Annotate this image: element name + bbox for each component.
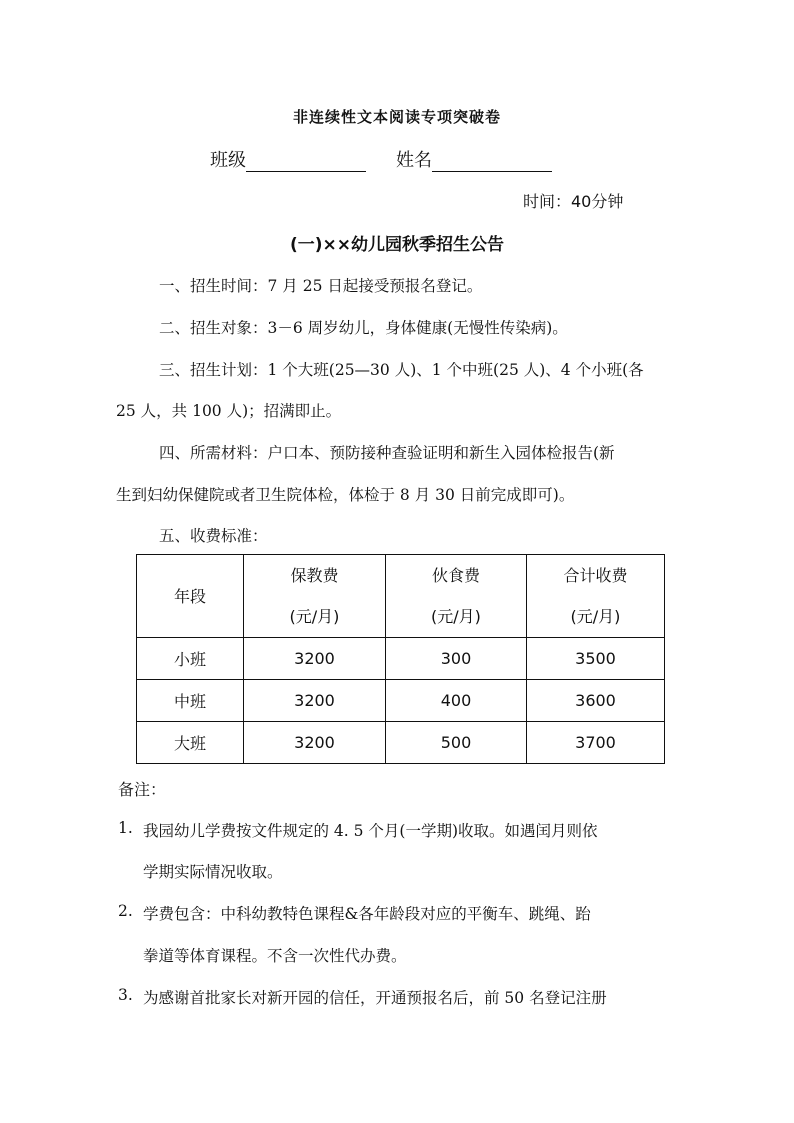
meals-cell: 400 xyxy=(386,680,527,722)
student-info-fields xyxy=(210,146,582,172)
tuition-cell: 3200 xyxy=(244,680,386,722)
note-1-text: 我园幼儿学费按文件规定的 4. 5 个月(一学期)收取。如遇闰月则依 xyxy=(143,822,598,840)
name-blank[interactable] xyxy=(432,153,552,172)
item-materials: 四、所需材料：户口本、预防接种查验证明和新生入园体检报告(新 xyxy=(159,444,615,462)
tuition-cell: 3200 xyxy=(244,722,386,764)
table-row xyxy=(137,680,665,722)
time-limit: 时间：40分钟 xyxy=(523,192,624,211)
item-enroll-target: 二、招生对象：3－6 周岁幼儿，身体健康(无慢性传染病)。 xyxy=(159,319,568,337)
grade-cell: 大班 xyxy=(137,722,244,764)
note-1-text-cont: 学期实际情况收取。 xyxy=(143,863,283,881)
grade-cell: 中班 xyxy=(137,680,244,722)
header-grade: 年段 xyxy=(137,555,244,638)
class-blank[interactable] xyxy=(246,153,366,172)
item-fee-standard: 五、收费标准： xyxy=(159,527,268,545)
section-heading: (一)××幼儿园秋季招生公告 xyxy=(289,235,505,255)
name-label: 姓名 xyxy=(396,150,432,171)
note-1-number: 1. xyxy=(118,819,133,837)
header-total: 合计收费 (元/月) xyxy=(527,555,665,638)
note-2-text: 学费包含：中科幼教特色课程&各年龄段对应的平衡车、跳绳、跆 xyxy=(143,905,591,923)
item-enroll-plan-cont: 25 人，共 100 人)；招满即止。 xyxy=(116,402,342,420)
item-enroll-plan: 三、招生计划：1 个大班(25—30 人)、1 个中班(25 人)、4 个小班(各 xyxy=(159,361,644,379)
note-2-text-cont: 拳道等体育课程。不含一次性代办费。 xyxy=(143,947,407,965)
tuition-cell: 3200 xyxy=(244,638,386,680)
notes-title: 备注： xyxy=(118,780,167,799)
table-row xyxy=(137,638,665,680)
fee-table-header-row xyxy=(137,555,665,638)
item-enroll-time: 一、招生时间：7 月 25 日起接受预报名登记。 xyxy=(159,277,483,295)
total-cell: 3700 xyxy=(527,722,665,764)
header-tuition: 保教费 (元/月) xyxy=(244,555,386,638)
meals-cell: 300 xyxy=(386,638,527,680)
meals-cell: 500 xyxy=(386,722,527,764)
page-title: 非连续性文本阅读专项突破卷 xyxy=(292,108,501,126)
table-row xyxy=(137,722,665,764)
total-cell: 3500 xyxy=(527,638,665,680)
grade-cell: 小班 xyxy=(137,638,244,680)
header-meals: 伙食费 (元/月) xyxy=(386,555,527,638)
class-label: 班级 xyxy=(210,150,246,171)
note-2-number: 2. xyxy=(118,902,133,920)
note-3-text: 为感谢首批家长对新开园的信任，开通预报名后，前 50 名登记注册 xyxy=(143,989,607,1007)
fee-table xyxy=(136,554,665,764)
item-materials-cont: 生到妇幼保健院或者卫生院体检，体检于 8 月 30 日前完成即可)。 xyxy=(116,486,575,504)
note-3-number: 3. xyxy=(118,986,133,1004)
total-cell: 3600 xyxy=(527,680,665,722)
